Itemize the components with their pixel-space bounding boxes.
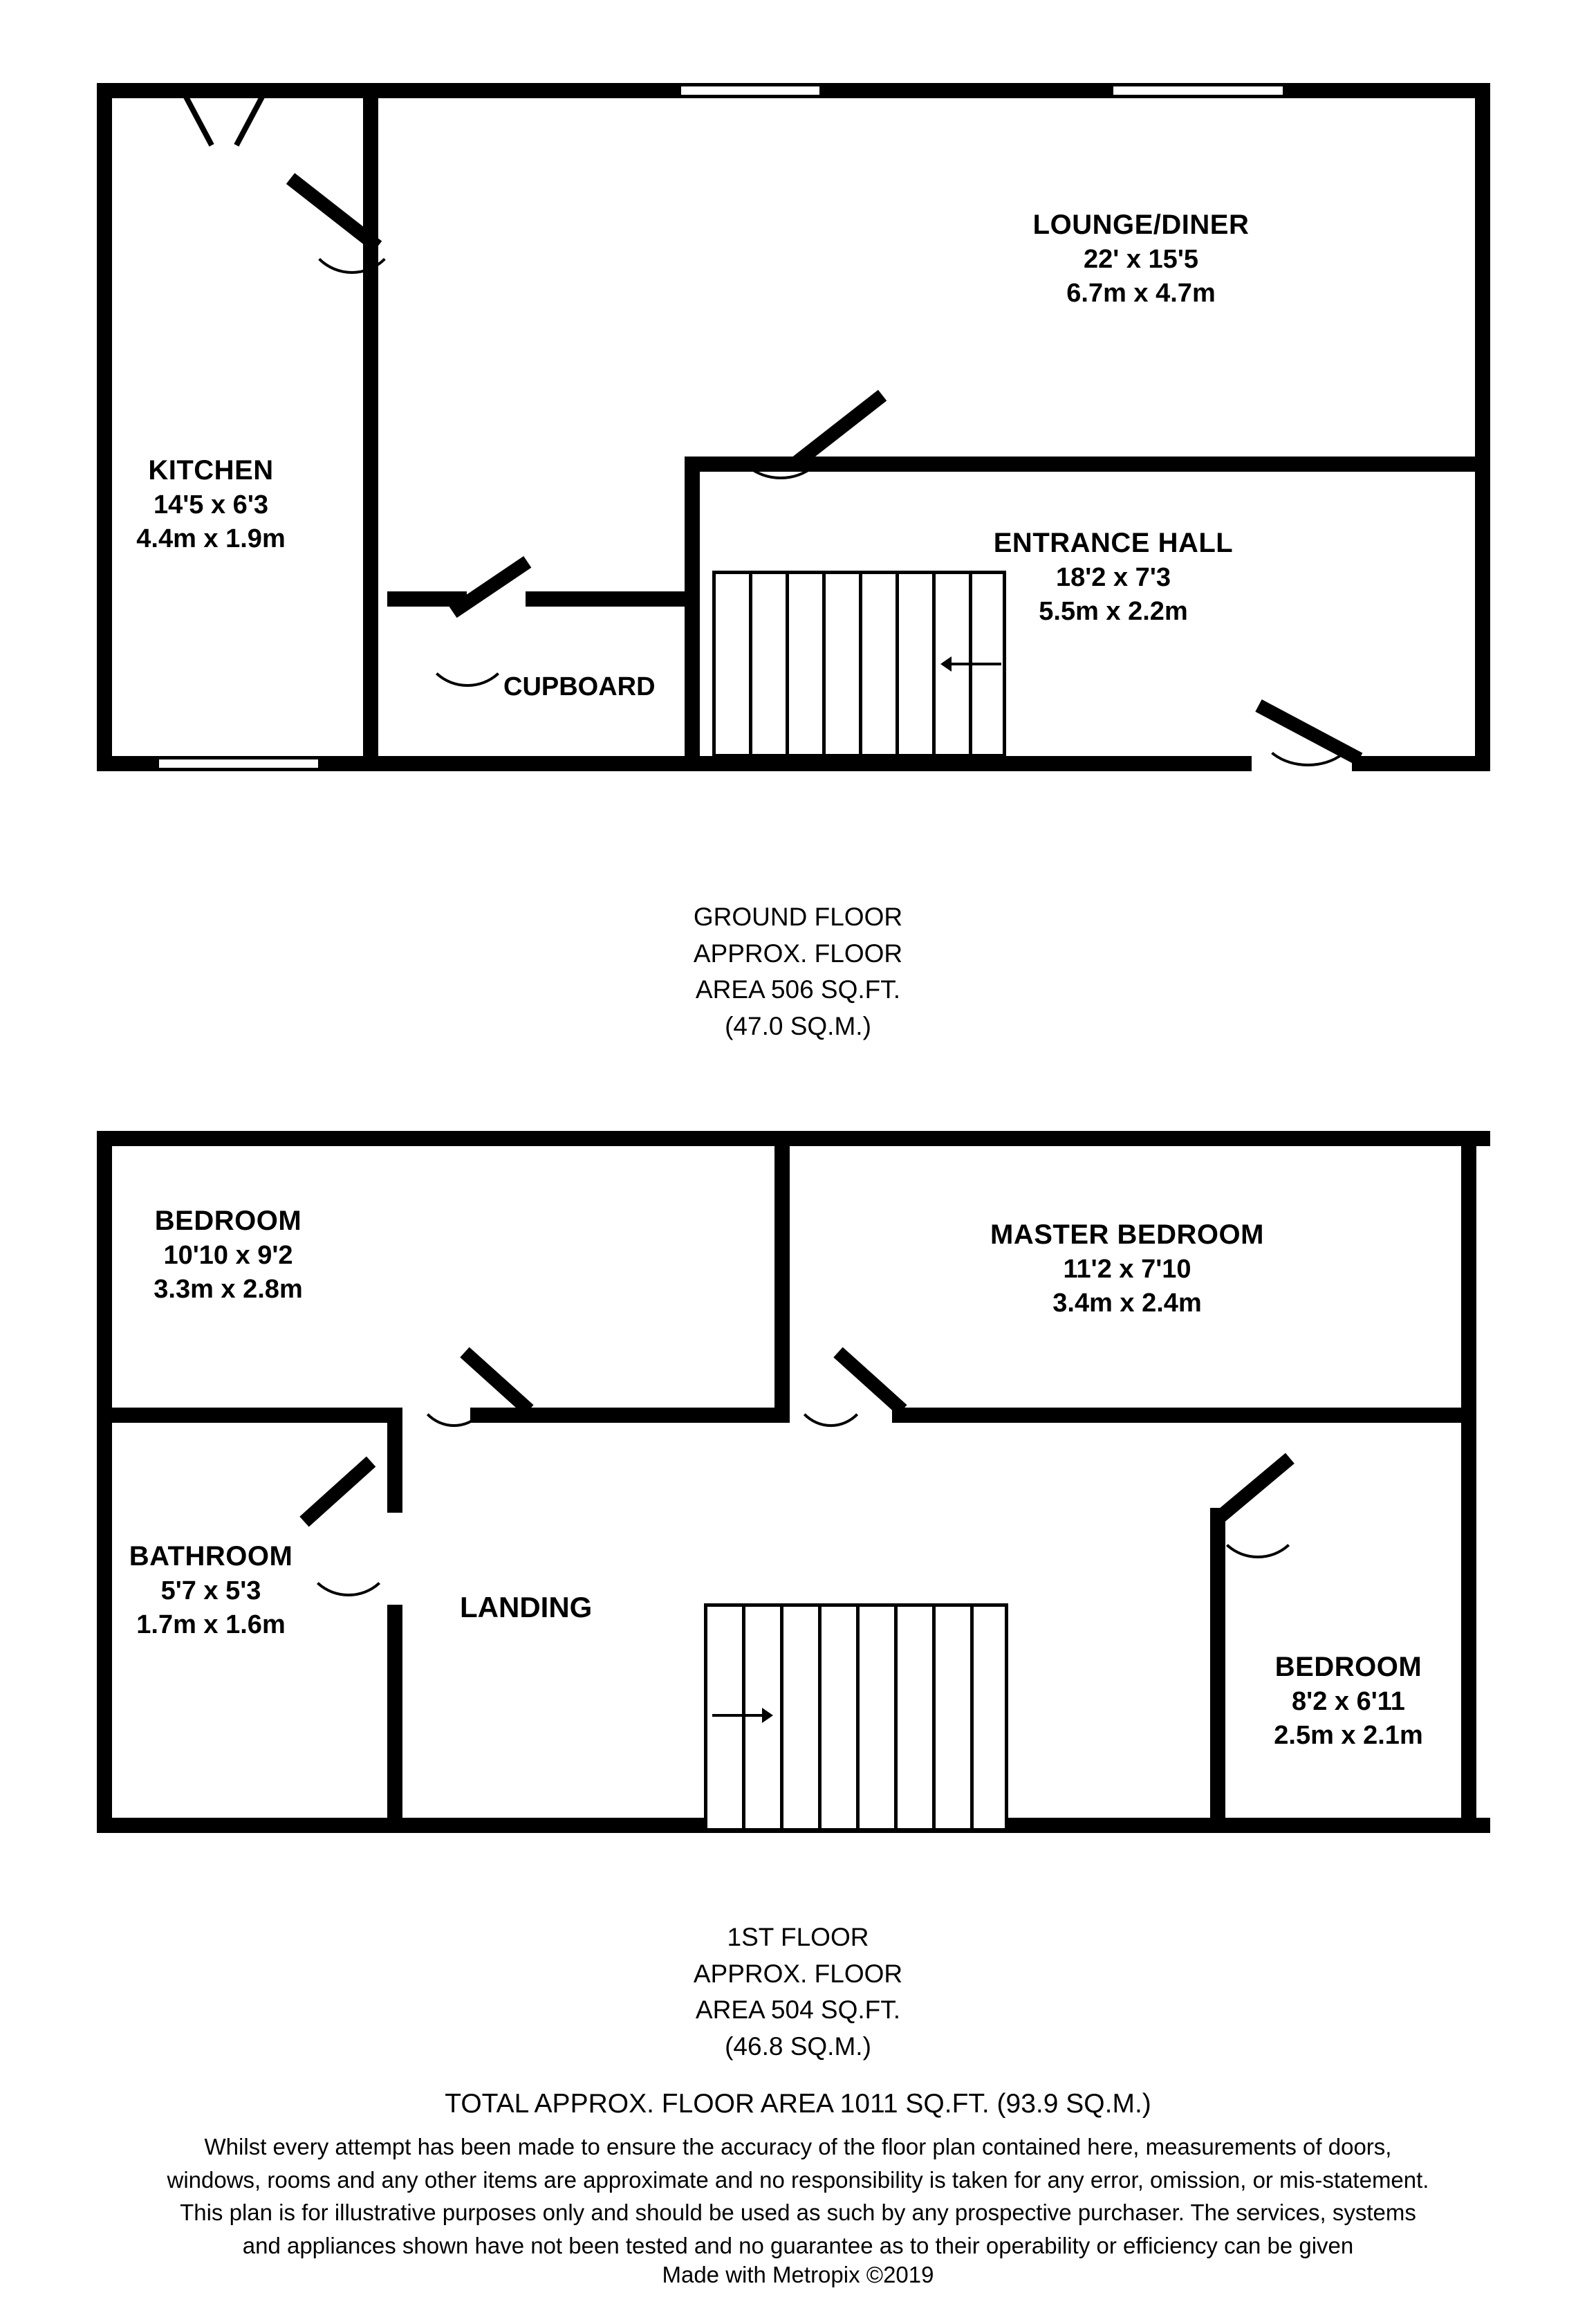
room-name: KITCHEN xyxy=(148,455,274,486)
label-landing: LANDING xyxy=(460,1591,593,1623)
room-dim-metric: 1.7m x 1.6m xyxy=(136,1610,286,1639)
caption-line: AREA 504 SQ.FT. xyxy=(695,1996,901,2025)
caption-line: (46.8 SQ.M.) xyxy=(725,2031,871,2061)
room-label-lounge-diner xyxy=(927,208,1355,310)
wall-first-top xyxy=(97,1131,1490,1146)
room-dim-metric: 3.3m x 2.8m xyxy=(154,1274,303,1304)
stairs-first xyxy=(704,1603,1008,1832)
wall-hall-left-upper xyxy=(685,457,700,595)
caption-line: (47.0 SQ.M.) xyxy=(725,1011,871,1040)
window-kitchen xyxy=(159,756,318,771)
wall-bedroom1-bottom xyxy=(112,1408,402,1423)
wall-bathroom-right xyxy=(387,1423,402,1513)
label-cupboard: CUPBOARD xyxy=(503,672,656,701)
wall-ground-top-mid xyxy=(315,83,681,98)
door-arc-front xyxy=(1259,692,1357,766)
first-floor-caption xyxy=(0,1919,1596,2065)
caption-line: APPROX. FLOOR xyxy=(693,1959,903,1988)
wall-cupboard-top xyxy=(526,591,698,607)
caption-line: GROUND FLOOR xyxy=(693,903,903,931)
wall-ground-top-right xyxy=(819,83,951,98)
total-floor-area: TOTAL APPROX. FLOOR AREA 1011 SQ.FT. (93.9 SQ.M.) xyxy=(445,2089,1151,2119)
window-lounge-1 xyxy=(681,83,819,98)
door-arc-kitchen-hall xyxy=(304,178,400,274)
wall-landing-top-left xyxy=(470,1408,778,1423)
room-label-bedroom-3 xyxy=(1224,1650,1473,1752)
wall-ground-bottom-right xyxy=(1352,756,1490,771)
wall-ground-bottom-left xyxy=(97,756,159,771)
door-arc-master xyxy=(792,1345,870,1427)
window-lounge-2 xyxy=(1113,83,1283,98)
room-label-master-bedroom xyxy=(913,1217,1342,1320)
room-name: MASTER BEDROOM xyxy=(990,1219,1264,1250)
room-name: BEDROOM xyxy=(1274,1652,1422,1682)
wall-master-bottom-2 xyxy=(1210,1408,1476,1423)
ground-floor-caption xyxy=(0,899,1596,1044)
wall-bedroom-master-divider xyxy=(774,1146,790,1423)
wall-master-bottom xyxy=(892,1408,1210,1423)
room-name: LOUNGE/DINER xyxy=(1032,210,1250,240)
room-name: BATHROOM xyxy=(129,1541,293,1572)
caption-line: AREA 506 SQ.FT. xyxy=(695,975,901,1004)
caption-line: APPROX. FLOOR xyxy=(693,939,903,968)
door-arc-bedroom3 xyxy=(1214,1477,1302,1558)
door-arc-lounge xyxy=(733,398,828,479)
room-dim-metric: 2.5m x 2.1m xyxy=(1274,1720,1423,1750)
room-label-kitchen xyxy=(66,453,356,555)
room-name: BEDROOM xyxy=(154,1206,302,1236)
wall-cupboard-vert xyxy=(685,591,700,757)
room-label-bedroom-1 xyxy=(76,1204,380,1306)
room-label-bathroom xyxy=(97,1539,325,1641)
room-dim-imperial: 8'2 x 6'11 xyxy=(1292,1687,1405,1717)
room-name: ENTRANCE HALL xyxy=(993,528,1234,558)
disclaimer-text: Whilst every attempt has been made to ensure the accuracy of the floor plan contained here, measurements of doors, windows, rooms and any other items are approximate and no responsibility is taken for any error, omission, or mis-statement. This plan is for illustrative purposes only and should be used as such by any prospective purchaser. The services, systems and appliances shown have not been tested and no guarantee as to their operability or efficiency can be given xyxy=(167,2134,1429,2258)
room-dim-imperial: 22' x 15'5 xyxy=(1084,245,1198,275)
door-frame-kitchen xyxy=(187,83,315,98)
wall-ground-top-seg xyxy=(951,83,1113,98)
room-dim-imperial: 14'5 x 6'3 xyxy=(154,490,268,520)
wall-bathroom-right-lower xyxy=(387,1605,402,1826)
room-dim-imperial: 10'10 x 9'2 xyxy=(163,1241,293,1271)
wall-ground-top-right2 xyxy=(1283,83,1490,98)
room-dim-imperial: 5'7 x 5'3 xyxy=(160,1576,261,1606)
room-dim-metric: 3.4m x 2.4m xyxy=(1052,1288,1202,1318)
caption-line: 1ST FLOOR xyxy=(727,1923,869,1951)
room-dim-metric: 4.4m x 1.9m xyxy=(136,524,286,553)
wall-ground-bottom-mid xyxy=(318,756,1252,771)
room-dim-metric: 6.7m x 4.7m xyxy=(1066,278,1216,308)
room-dim-imperial: 11'2 x 7'10 xyxy=(1063,1255,1191,1284)
wall-ground-left xyxy=(97,83,112,771)
wall-bedroom3-left xyxy=(1210,1508,1225,1826)
room-dim-imperial: 18'2 x 7'3 xyxy=(1056,563,1171,593)
door-arc-bedroom1 xyxy=(415,1345,493,1427)
room-dim-metric: 5.5m x 2.2m xyxy=(1039,596,1188,626)
door-arc-cupboard xyxy=(423,605,512,687)
room-label-entrance-hall xyxy=(892,526,1335,628)
metropix-credit: Made with Metropix ©2019 xyxy=(662,2262,934,2287)
wall-ground-right xyxy=(1475,83,1490,771)
